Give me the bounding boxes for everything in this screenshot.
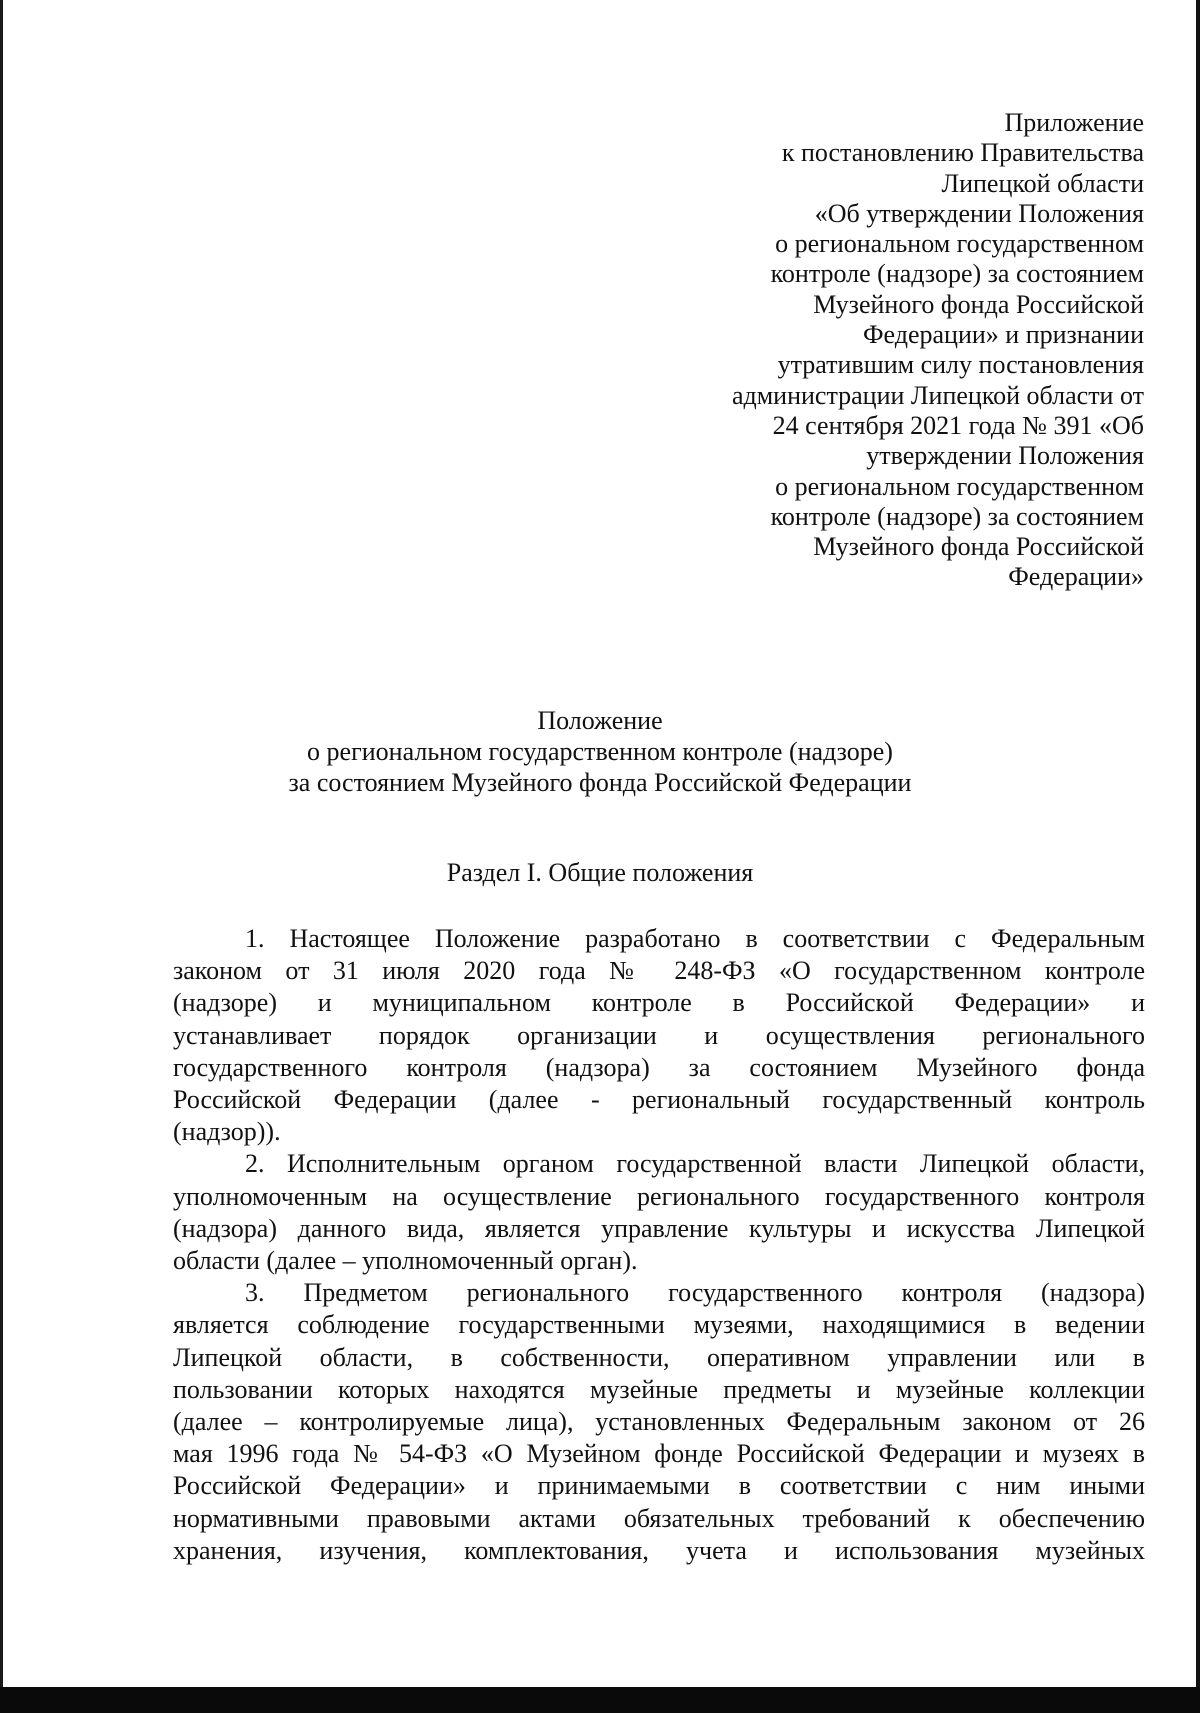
appendix-line: о региональном государственном xyxy=(775,471,1144,501)
paragraph-line: 2. Исполнительным органом государственной власти Липецкой области, xyxy=(245,1149,1145,1179)
section-heading: Раздел I. Общие положения xyxy=(446,858,754,887)
paragraph-line: Российской Федерации (далее - региональный государственный контроль xyxy=(173,1085,1145,1115)
paragraph-line: пользовании которых находятся музейные предметы и музейные коллекции xyxy=(173,1374,1145,1404)
paragraph-line: является соблюдение государственными музеями, находящимися в ведении xyxy=(173,1310,1145,1340)
appendix-line: Приложение xyxy=(1004,108,1144,137)
paragraph-line: устанавливает порядок организации и осуществления регионального xyxy=(173,1020,1145,1050)
appendix-line: контроле (надзоре) за состоянием xyxy=(770,259,1144,289)
paragraph-line: мая 1996 года № 54-ФЗ «О Музейном фонде Российской Федерации и музеях в xyxy=(173,1439,1145,1469)
appendix-line: Федерации» xyxy=(1008,562,1144,592)
paragraph-2 xyxy=(173,1148,1145,1277)
appendix-line: утратившим силу постановления xyxy=(777,350,1144,380)
paragraph-line: нормативными правовыми актами обязательных требований к обеспечению xyxy=(173,1503,1145,1533)
paragraph-line: 1. Настоящее Положение разработано в соответствии с Федеральным xyxy=(245,924,1145,953)
paragraph-line: Российской Федерации» и принимаемыми в соответствии с ним иными xyxy=(173,1471,1145,1501)
paragraph-line: (надзоре) и муниципальном контроле в Российской Федерации» и xyxy=(173,988,1145,1018)
appendix-line: Федерации» и признании xyxy=(863,320,1144,350)
paragraph-line: уполномоченным на осуществление регионального государственного контроля xyxy=(173,1181,1145,1211)
appendix-line: 24 сентября 2021 года № 391 «Об xyxy=(772,410,1144,440)
document-body xyxy=(173,923,1145,1567)
appendix-line: контроле (надзоре) за состоянием xyxy=(770,501,1144,531)
appendix-line: утверждении Положения xyxy=(866,441,1144,471)
title-line: о региональном государственном контроле (надзоре) xyxy=(307,737,893,766)
paragraph-line: (далее – контролируемые лица), установленных Федеральным законом от 26 xyxy=(173,1407,1145,1437)
title-line: Положение xyxy=(537,706,663,735)
paragraph-line: области (далее – уполномоченный орган). xyxy=(173,1246,638,1276)
appendix-line: Музейного фонда Российской xyxy=(813,532,1144,562)
paragraph-line: законом от 31 июля 2020 года № 248-ФЗ «О государственном контроле xyxy=(173,956,1145,986)
appendix-line: о региональном государственном xyxy=(775,229,1144,259)
appendix-line: администрации Липецкой области от xyxy=(731,380,1144,410)
paragraph-line: государственного контроля (надзора) за состоянием Музейного фонда xyxy=(173,1052,1145,1082)
paragraph-line: Липецкой области, в собственности, оперативном управлении или в xyxy=(173,1342,1145,1372)
appendix-line: Липецкой области xyxy=(941,168,1144,198)
appendix-line: Музейного фонда Российской xyxy=(813,289,1144,319)
paragraph-line: 3. Предметом регионального государственного контроля (надзора) xyxy=(245,1278,1145,1308)
paragraph-1 xyxy=(173,923,1145,1148)
title-line: за состоянием Музейного фонда Российской Федерации xyxy=(288,768,912,797)
scan-border-bottom xyxy=(0,1687,1200,1713)
appendix-line: к постановлению Правительства xyxy=(781,138,1144,168)
paragraph-line: хранения, изучения, комплектования, учета и использования музейных xyxy=(173,1535,1145,1565)
appendix-reference-block xyxy=(584,108,1144,593)
appendix-line: «Об утверждении Положения xyxy=(814,198,1144,228)
document-title xyxy=(0,705,1200,798)
paragraph-3 xyxy=(173,1277,1145,1567)
paragraph-line: (надзор)). xyxy=(173,1117,281,1147)
paragraph-line: (надзора) данного вида, является управление культуры и искусства Липецкой xyxy=(173,1213,1145,1243)
